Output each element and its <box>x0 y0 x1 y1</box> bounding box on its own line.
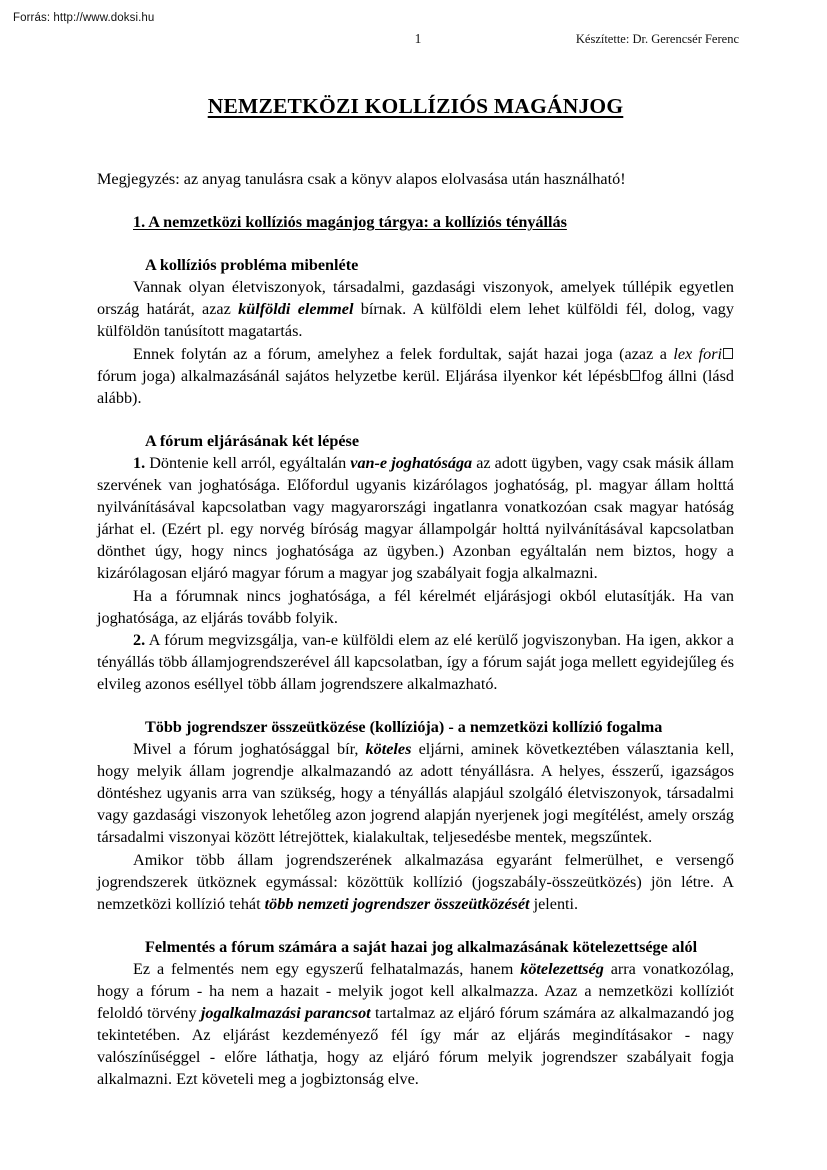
spacer <box>97 409 734 430</box>
text-run: tartalmaz az eljáró fórum számára az alkalmazandó jog tekintetében. Az eljárást kezdeményező fél így már az eljárás megindításakor - nagy valószínűséggel - előre láthatja, hogy az eljáró fórum melyik jogrendszer szabályait fogja alkalmazni. Ezt követeli meg a jogbiztonság elve. <box>97 1004 734 1089</box>
text-run: jelenti. <box>529 894 579 913</box>
page-title <box>97 92 734 120</box>
document-body <box>97 92 734 1090</box>
text-run: Vannak olyan életviszonyok, társadalmi, gazdasági viszonyok, amelyek túllépik egyetlen ország határát, azaz <box>97 278 734 319</box>
page-title-text: NEMZETKÖZI KOLLÍZIÓS MAGÁNJOG <box>207 94 624 118</box>
emphasis-tobb-nemzeti-jogrendszer: több nemzeti jogrendszer összeütközését <box>264 894 530 913</box>
emphasis-lex-fori: lex fori <box>673 344 723 363</box>
paragraph-no-jurisdiction: Ha a fórumnak nincs joghatósága, a fél kérelmét eljárásjogi okból elutasítják. Ha van joghatósága, az eljárás tovább folyik. <box>97 586 734 627</box>
text-run: az adott ügyben, vagy csak másik állam szervének van joghatósága. Előfordul ugyanis kizárólagos joghatóság, pl. magyar állam holttá nyilvánításával kapcsolatban vagy magyarországi ingatlanra vonatkozóan csak magyar hatóság járhat el. (Ezért pl. egy norvég bíróság magyar állampolgár holttá nyilvánításával kapcsolatban dönthet úgy, hogy nincs joghatósága az ügyben.) Azonban egyáltalán nem biztos, hogy a kizárólagosan eljáró magyar fórum a magyar jog szabályait fogja alkalmazni. <box>97 453 734 583</box>
text-run: A fórum megvizsgálja, van-e külföldi elem az elé kerülő jogviszonyban. Ha igen, akkor a tényállás több államjogrendszerével áll kapcsolatban, így a fórum saját joga mellett egyidejűleg és elvileg azonos eséllyel több állam jogrendszere alkalmazható. <box>97 630 734 693</box>
usage-note: Megjegyzés: az anyag tanulásra csak a könyv alapos elolvasása után használható! <box>97 170 626 188</box>
paragraph-foreign-element <box>97 276 734 342</box>
section-heading-1 <box>97 211 734 233</box>
paragraph-exemption-body <box>97 958 734 1091</box>
spacer <box>97 190 734 211</box>
paragraph-competing-systems <box>97 849 734 915</box>
subheading-collision-concept: Több jogrendszer összeütközése (kollíziója) - a nemzetközi kollízió fogalma <box>145 717 663 736</box>
step-number-1: 1. <box>133 453 146 472</box>
text-run: Amikor több állam jogrendszerének alkalmazása egyaránt felmerülhet, e versengő jogrendszerek ütköznek egymással: közöttük kollízió (jogszabály-összeütközés) jön létre. A nemzetközi kollízió tehát <box>97 850 734 913</box>
text-run: Ez a felmentés nem egy egyszerű felhatalmazás, hanem <box>133 959 521 978</box>
emphasis-kotelezettseg: kötelezettség <box>520 959 604 978</box>
text-run: fog állni (lásd alább). <box>97 366 734 407</box>
page-number: 1 <box>414 31 422 46</box>
subheading-two-steps: A fórum eljárásának két lépése <box>145 431 360 450</box>
spacer <box>97 915 734 936</box>
text-run: fórum joga) alkalmazásánál sajátos helyzetbe kerül. Eljárása ilyenkor két lépésb <box>97 366 630 385</box>
paragraph-lex-fori <box>97 343 734 409</box>
spacer <box>97 120 734 168</box>
text-run: arra vonatkozólag, hogy a fórum - ha nem a hazait - melyik jogot kell alkalmazza. Azaz a nemzetközi kollíziót feloldó törvény <box>97 959 735 1023</box>
text-run: bírnak. A külföldi elem lehet külföldi fél, dolog, vagy külföldön tanúsított magatartás. <box>97 300 734 341</box>
section-heading-1-text: 1. A nemzetközi kollíziós magánjog tárgya: a kollíziós tényállás <box>133 213 567 232</box>
paragraph-obliged-to-proceed <box>97 738 734 848</box>
text-run: Döntenie kell arról, egyáltalán <box>145 453 351 472</box>
missing-glyph-box-icon <box>630 370 640 381</box>
paragraph-step-two <box>97 629 734 695</box>
text-run: Mivel a fórum joghatósággal bír, <box>133 740 366 759</box>
author-credit: Készítette: Dr. Gerencsér Ferenc <box>575 32 739 46</box>
emphasis-kulfoldi-elemmel: külföldi elemmel <box>238 300 354 319</box>
source-watermark: Forrás: http://www.doksi.hu <box>13 12 155 24</box>
subheading-collision-problem: A kollíziós probléma mibenléte <box>145 256 359 275</box>
paragraph-step-one <box>97 452 734 585</box>
running-head <box>97 30 739 50</box>
spacer <box>97 233 734 254</box>
emphasis-koteles: köteles <box>365 740 412 759</box>
spacer <box>97 695 734 716</box>
step-number-2: 2. <box>133 630 146 649</box>
text-run: Ennek folytán az a fórum, amelyhez a felek fordultak, saját hazai joga (azaz a <box>133 344 674 363</box>
subheading-exemption: Felmentés a fórum számára a saját hazai jog alkalmazásának kötelezettsége alól <box>145 937 698 956</box>
emphasis-jogalkalmazasi-parancsot: jogalkalmazási parancsot <box>200 1004 371 1023</box>
missing-glyph-box-icon <box>723 348 733 359</box>
emphasis-van-e-joghatosaga: van-e joghatósága <box>350 453 473 472</box>
text-run: eljárni, aminek következtében választania kell, hogy melyik állam jogrendje alkalmazandó az adott tényállásra. A helyes, ésszerű, igazságos döntéshez ugyanis arra van szükség, hogy a tényállás alapjául szolgáló életviszonyok, társadalmi vagy gazdasági viszonyok lehetőleg azon jogrend alapján nyerjenek jogi megítélést, amely ország társadalmi viszonyai között létrejöttek, kialakultak, teljesedésbe mentek, megszűntek. <box>97 740 734 847</box>
